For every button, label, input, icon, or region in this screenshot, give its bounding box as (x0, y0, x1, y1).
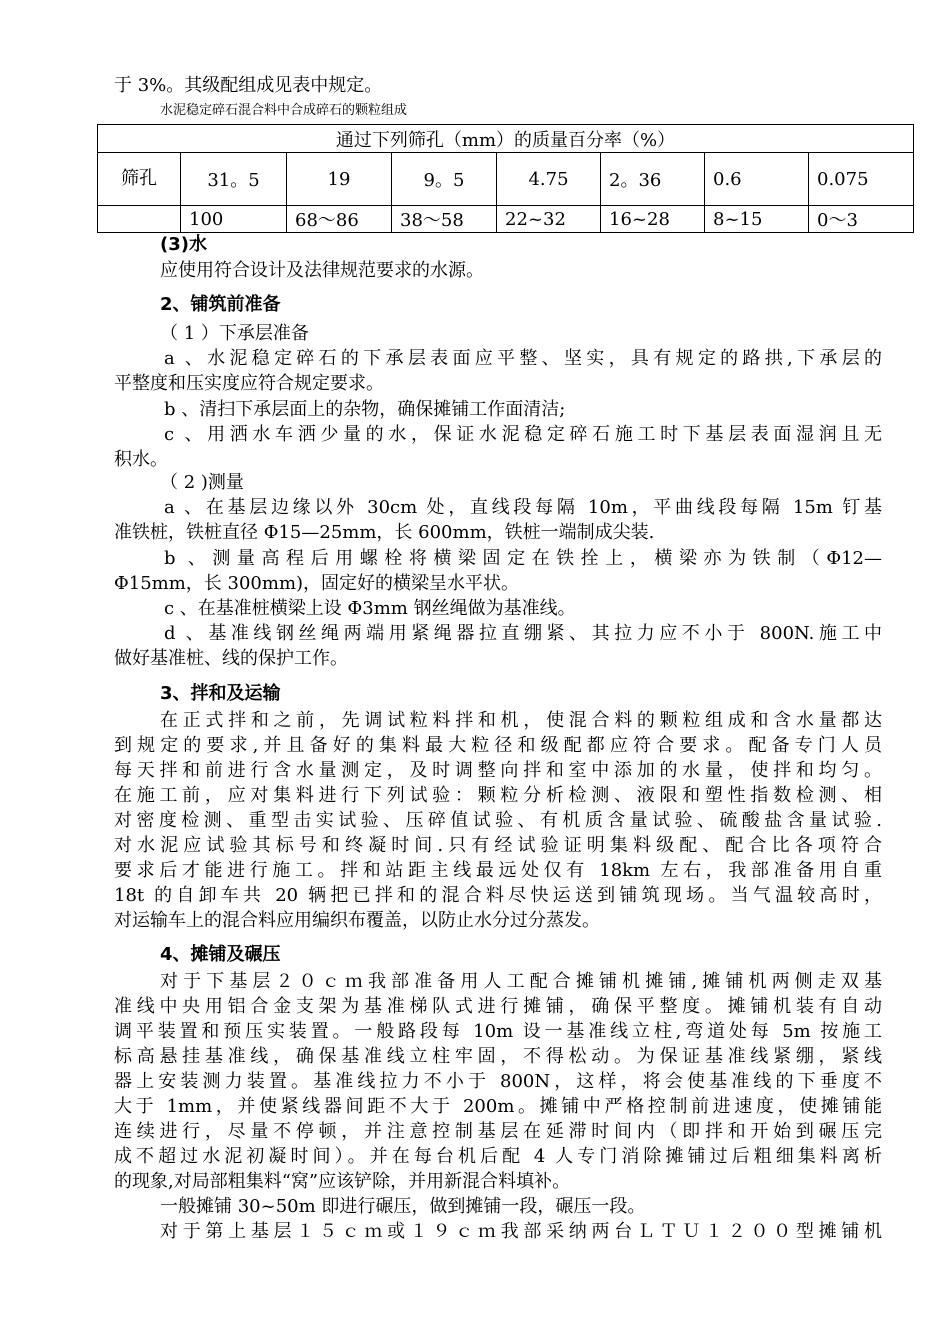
mixing-line: 18t 的自卸车共 20 辆把已拌和的混合料尽快运送到铺筑现场。当气温较高时， (114, 885, 882, 906)
value-cell: 38～58 (392, 206, 497, 233)
subheading-base-prep: （ 1 ）下承层准备 (160, 323, 309, 344)
sieve-cell: 31。5 (181, 153, 287, 206)
sieve-cell: 0.075 (809, 153, 914, 206)
item-a-line2: 平整度和压实度应符合规定要求。 (114, 373, 384, 394)
value-label-empty (98, 206, 181, 233)
item-a-line1: a 、水泥稳定碎石的下承层表面应平整、坚实，具有规定的路拱,下承层的 (164, 348, 882, 369)
value-cell: 100 (181, 206, 287, 233)
survey-b-line1: b 、测量高程后用螺栓将横梁固定在铁拴上，横梁亦为铁制（Φ12— (164, 548, 882, 569)
intro-line: 于 3%。其级配组成见表中规定。 (114, 75, 383, 96)
sieve-cell: 19 (287, 153, 392, 206)
table-caption: 水泥稳定碎石混合料中合成碎石的颗粒组成 (160, 103, 408, 118)
paragraph-water: 应使用符合设计及法律规范要求的水源。 (160, 260, 484, 281)
survey-b-line2: Φ15mm，长 300mm)，固定好的横梁呈水平状。 (114, 573, 520, 594)
sieve-cell: 0.6 (705, 153, 809, 206)
item-c-line1: c 、用洒水车洒少量的水，保证水泥稳定碎石施工时下基层表面湿润且无 (164, 424, 882, 445)
item-c-line2: 积水。 (114, 449, 168, 470)
survey-d-line2: 做好基准桩、线的保护工作。 (114, 648, 348, 669)
sieve-cell: 9。5 (392, 153, 497, 206)
paving-line: 成不超过水泥初凝时间）。并在每台机后配 4 人专门消除摊铺过后粗细集料离析 (114, 1146, 882, 1167)
mixing-line: 每天拌和前进行含水量测定，及时调整向拌和室中添加的水量，使拌和均匀。 (114, 760, 882, 781)
paving-line: 大于 1mm，并使紧线器间距不大于 200m。摊铺中严格控制前进速度，使摊铺能 (114, 1096, 882, 1117)
row-label-sieve: 筛孔 (98, 153, 181, 206)
value-cell: 0～3 (809, 206, 914, 233)
mixing-line: 在正式拌和之前，先调试粒料拌和机，使混合料的颗粒组成和含水量都达 (160, 710, 882, 731)
value-cell: 16~28 (601, 206, 705, 233)
paving-line: 器上安装测力装置。基准线拉力不小于 800N，这样，将会使基准线的下垂度不 (114, 1071, 882, 1092)
heading-mixing: 3、拌和及运输 (160, 683, 281, 704)
sieve-cell: 2。36 (601, 153, 705, 206)
survey-a-line1: a 、在基层边缘以外 30cm 处，直线段每隔 10m，平曲线段每隔 15m 钉基 (164, 497, 882, 518)
mixing-line: 对密度检测、重型击实试验、压碎值试验、有机质含量试验、硫酸盐含量试验. (114, 810, 882, 831)
gradation-table (97, 124, 914, 233)
subheading-survey: （ 2 )测量 (160, 472, 244, 493)
mixing-line: 到规定的要求,并且备好的集料最大粒径和级配都应符合要求。配备专门人员 (114, 735, 882, 756)
paving-upper-base-line: 对于第上基层１５ｃｍ或１９ｃｍ我部采纳两台ＬＴＵ１２００型摊铺机 (160, 1221, 882, 1242)
sieve-cell: 4.75 (497, 153, 601, 206)
paving-line: 连续进行，尽量不停顿，并注意控制基层在延滞时间内（即拌和开始到碾压完 (114, 1121, 882, 1142)
paving-rolling-line: 一般摊铺 30~50m 即进行碾压，做到摊铺一段，碾压一段。 (160, 1196, 646, 1217)
heading-water: (3)水 (160, 234, 207, 255)
paving-line: 对于下基层２０ｃｍ我部准备用人工配合摊铺机摊铺,摊铺机两侧走双基 (160, 971, 882, 992)
value-cell: 8~15 (705, 206, 809, 233)
paving-line: 的现象,对局部粗集料“窝”应该铲除，并用新混合料填补。 (114, 1171, 571, 1192)
value-cell: 68～86 (287, 206, 392, 233)
mixing-line: 要求后才能进行施工。拌和站距主线最远处仅有 18km 左右，我部准备用自重 (114, 860, 882, 881)
mixing-line: 对水泥应试验其标号和终凝时间.只有经试验证明集料级配、配合比各项符合 (114, 835, 882, 856)
heading-prep: 2、铺筑前准备 (160, 294, 281, 315)
survey-a-line2: 准铁桩，铁桩直径 Φ15—25mm，长 600mm，铁桩一端制成尖装. (114, 522, 655, 543)
survey-d-line1: d 、基准线钢丝绳两端用紧绳器拉直绷紧、其拉力应不小于 800N.施工中 (164, 623, 882, 644)
table-header: 通过下列筛孔（mm）的质量百分率（%） (98, 125, 914, 153)
heading-paving: 4、摊铺及碾压 (160, 944, 281, 965)
value-cell: 22~32 (497, 206, 601, 233)
paving-line: 标高悬挂基准线，确保基准线立柱牢固，不得松动。为保证基准线紧绷，紧线 (114, 1046, 882, 1067)
mixing-line: 在施工前，应对集料进行下列试验：颗粒分析检测、液限和塑性指数检测、相 (114, 785, 882, 806)
paving-line: 准线中央用铝合金支架为基准梯队式进行摊铺，确保平整度。摊铺机装有自动 (114, 996, 882, 1017)
mixing-line: 对运输车上的混合料应用编织布覆盖，以防止水分过分蒸发。 (114, 910, 600, 931)
survey-c: c 、在基准桩横梁上设 Φ3mm 钢丝绳做为基准线。 (164, 598, 576, 619)
paving-line: 调平装置和预压实装置。一般路段每 10m 设一基准线立柱,弯道处每 5m 按施工 (114, 1021, 882, 1042)
item-b: b 、清扫下承层面上的杂物，确保摊铺工作面清洁; (164, 399, 566, 420)
